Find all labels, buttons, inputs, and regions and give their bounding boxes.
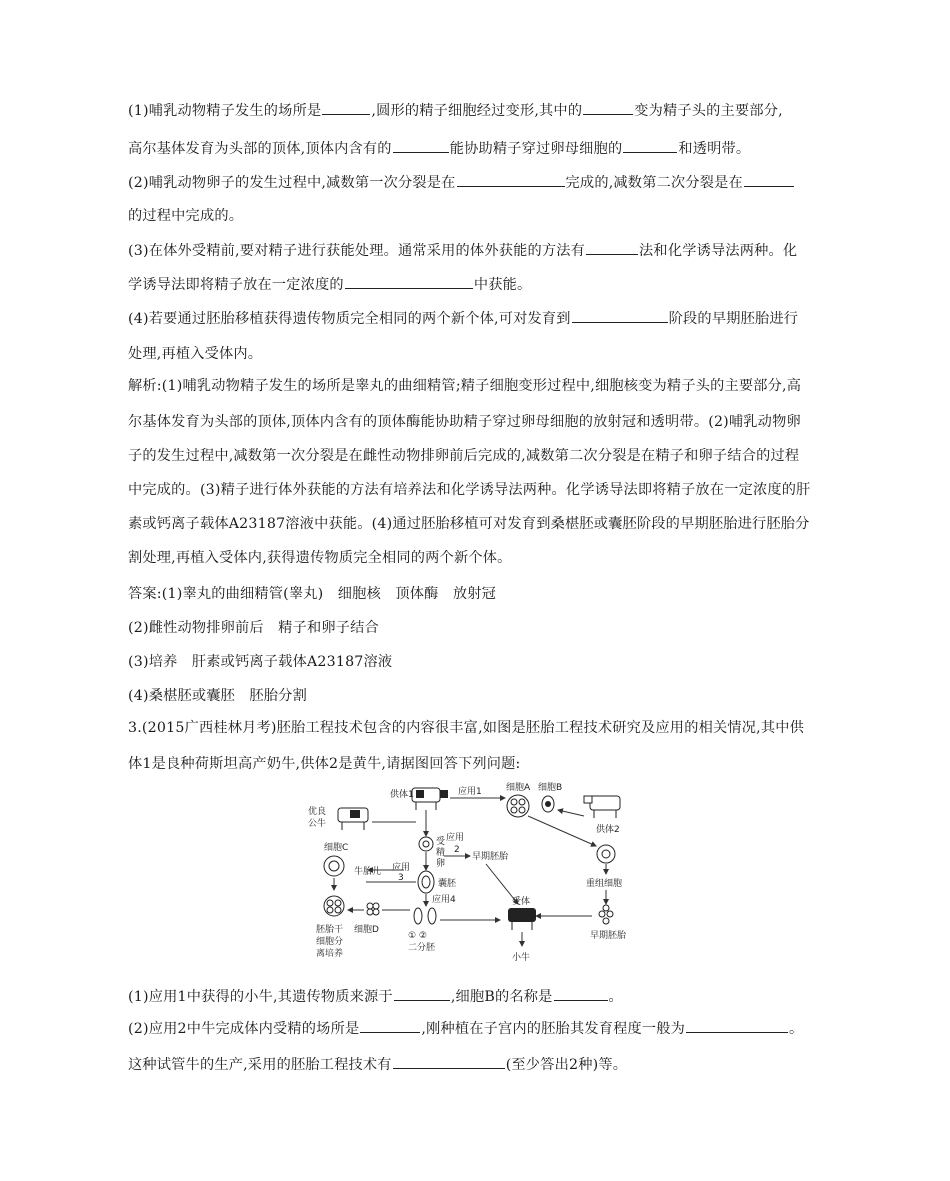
recon-egg-icon xyxy=(597,845,615,863)
q-prev-line-7 xyxy=(128,308,828,329)
q-prev-line-4 xyxy=(128,206,828,226)
split-label: 二分胚 xyxy=(408,943,436,953)
donor1-cow-icon xyxy=(412,788,448,810)
analysis-line-4: 中完成的。(3)精子进行体外获能的方法有培养法和化学诱导法两种。化学诱导法即将精子放在一定浓度的肝 xyxy=(128,482,811,498)
cell-a-icon xyxy=(507,795,529,817)
text: 。 xyxy=(608,989,623,1005)
recipient-label: 受体 xyxy=(512,897,531,907)
blank[interactable] xyxy=(572,308,668,323)
cell-d-icon xyxy=(367,903,379,915)
app2-label: 应用 xyxy=(446,833,465,843)
app3-num: 3 xyxy=(398,873,404,883)
fert-label-1: 受 xyxy=(436,837,446,847)
text: 能协助精子穿过卵母细胞的 xyxy=(449,141,623,157)
q-prev-line-8 xyxy=(128,344,828,364)
blastocyst-icon xyxy=(418,871,434,893)
es-label-3: 离培养 xyxy=(316,949,344,959)
blank[interactable] xyxy=(744,172,794,187)
app3-label: 应用 xyxy=(392,863,411,873)
cell-c-icon xyxy=(324,856,344,876)
analysis-line-5: 素或钙离子载体A23187溶液中获能。(4)通过胚胎移植可对发育到桑椹胚或囊胚阶段的早期胚胎进行胚胎分 xyxy=(128,516,810,532)
split-marks: ① ② xyxy=(408,931,427,941)
q-prev-line-5 xyxy=(128,240,828,261)
good-bull-label-2: 公牛 xyxy=(308,819,327,829)
cell-b-label: 细胞B xyxy=(538,783,563,793)
es-label-2: 细胞分 xyxy=(316,937,344,947)
cell-c-label: 细胞C xyxy=(324,843,349,853)
text: (至少答出2种)等。 xyxy=(505,1057,628,1073)
text: 中获能。 xyxy=(473,277,532,293)
q-prev-line-3 xyxy=(128,172,828,193)
cell-b-icon xyxy=(542,796,554,812)
text: (1)应用1中获得的小牛,其遗传物质来源于 xyxy=(128,989,393,1005)
blank[interactable] xyxy=(322,100,370,115)
blank[interactable] xyxy=(394,986,450,1001)
embryo-engineering-diagram xyxy=(300,782,640,972)
app4-label: 应用4 xyxy=(432,895,456,905)
es-cells-icon xyxy=(324,896,344,916)
early-embryo-2-label: 早期胚胎 xyxy=(590,931,627,941)
early-embryo-label: 早期胚胎 xyxy=(472,852,509,862)
blank[interactable] xyxy=(393,1054,505,1069)
blank[interactable] xyxy=(623,138,677,153)
q3-intro-line-1: 3.(2015广西桂林月考)胚胎工程技术包含的内容很丰富,如图是胚胎工程技术研究及应用的相关情况,其中供 xyxy=(128,720,805,736)
cell-a-label: 细胞A xyxy=(506,783,531,793)
text: 法和化学诱导法两种。化 xyxy=(639,243,798,259)
q3-sub-3 xyxy=(128,1054,828,1075)
text: 高尔基体发育为头部的顶体,顶体内含有的 xyxy=(128,141,392,157)
early-embryo-icon xyxy=(599,905,613,924)
fertilized-egg-icon xyxy=(419,837,433,851)
blank[interactable] xyxy=(345,274,473,289)
answer-line-4: (4)桑椹胚或囊胚 胚胎分割 xyxy=(128,688,307,704)
text: ,细胞B的名称是 xyxy=(450,989,553,1005)
blank[interactable] xyxy=(586,240,638,255)
fert-label-2: 精 xyxy=(436,848,446,858)
text: 完成的,减数第二次分裂是在 xyxy=(565,175,743,191)
app1-label: 应用1 xyxy=(458,787,482,797)
good-bull-label-1: 优良 xyxy=(308,807,327,817)
text: 。 xyxy=(789,1021,804,1037)
text: ,刚种植在子宫内的胚胎其发育程度一般为 xyxy=(421,1021,686,1037)
analysis-line-2: 尔基体发育为头部的顶体,顶体内含有的顶体酶能协助精子穿过卵母细胞的放射冠和透明带。(2)哺乳动物卵 xyxy=(128,414,801,430)
analysis-line-6: 割处理,再植入受体内,获得遗传物质完全相同的两个新个体。 xyxy=(128,550,512,566)
q3-sub-2 xyxy=(128,1018,828,1039)
text: (2)应用2中牛完成体内受精的场所是 xyxy=(128,1021,360,1037)
q-prev-line-2 xyxy=(128,138,828,159)
text: (2)哺乳动物卵子的发生过程中,减数第一次分裂是在 xyxy=(128,175,456,191)
es-label-1: 胚胎干 xyxy=(316,925,344,935)
text: (3)在体外受精前,要对精子进行获能处理。通常采用的体外获能的方法有 xyxy=(128,243,586,259)
blastocyst-label: 囊胚 xyxy=(438,879,457,889)
text: 变为精子头的主要部分, xyxy=(634,103,783,119)
analysis-line-1: 解析:(1)哺乳动物精子发生的场所是睾丸的曲细精管;精子细胞变形过程中,细胞核变为精子头的主要部分,高 xyxy=(128,378,802,394)
arrow xyxy=(528,816,596,846)
blank[interactable] xyxy=(393,138,449,153)
recon-label: 重组细胞 xyxy=(586,879,623,889)
analysis-line-3: 子的发生过程中,减数第一次分裂是在雌性动物排卵前后完成的,减数第二次分裂是在精子和卵子结合的过程 xyxy=(128,448,800,464)
donor1-label: 供体1 xyxy=(390,790,414,800)
answer-line-2: (2)雌性动物排卵前后 精子和卵子结合 xyxy=(128,620,379,636)
text: 处理,再植入受体内。 xyxy=(128,346,263,362)
fetus-label: 牛胎儿 xyxy=(354,867,382,877)
q-prev-line-1 xyxy=(128,100,828,121)
app2-num: 2 xyxy=(454,845,460,855)
text: 阶段的早期胚胎进行 xyxy=(668,311,799,327)
blank[interactable] xyxy=(686,1018,788,1033)
blank[interactable] xyxy=(554,986,608,1001)
text: 学诱导法即将精子放在一定浓度的 xyxy=(128,277,344,293)
q-prev-line-6 xyxy=(128,274,828,295)
text: 和透明带。 xyxy=(678,141,751,157)
q3-intro-line-2: 体1是良种荷斯坦高产奶牛,供体2是黄牛,请据图回答下列问题: xyxy=(128,756,521,772)
recipient-cow-icon xyxy=(508,908,536,930)
good-bull-icon xyxy=(338,808,368,830)
fert-label-3: 卵 xyxy=(436,859,446,869)
arrow xyxy=(558,810,584,816)
donor2-label: 供体2 xyxy=(596,825,620,835)
answer-line-1: 答案:(1)睾丸的曲细精管(睾丸) 细胞核 顶体酶 放射冠 xyxy=(128,586,497,602)
blank[interactable] xyxy=(360,1018,420,1033)
calf-label: 小牛 xyxy=(512,953,531,963)
text: (1)哺乳动物精子发生的场所是 xyxy=(128,103,322,119)
donor2-cow-icon xyxy=(584,796,620,818)
q3-sub-1 xyxy=(128,986,828,1007)
blank[interactable] xyxy=(583,100,633,115)
text: ,圆形的精子细胞经过变形,其中的 xyxy=(371,103,583,119)
cell-d-label: 细胞D xyxy=(354,925,379,935)
split-embryo-icon xyxy=(414,908,436,924)
blank[interactable] xyxy=(457,172,565,187)
text: (4)若要通过胚胎移植获得遗传物质完全相同的两个新个体,可对发育到 xyxy=(128,311,571,327)
answer-line-3: (3)培养 肝素或钙离子载体A23187溶液 xyxy=(128,654,393,670)
text: 的过程中完成的。 xyxy=(128,208,244,224)
text: 这种试管牛的生产,采用的胚胎工程技术有 xyxy=(128,1057,392,1073)
